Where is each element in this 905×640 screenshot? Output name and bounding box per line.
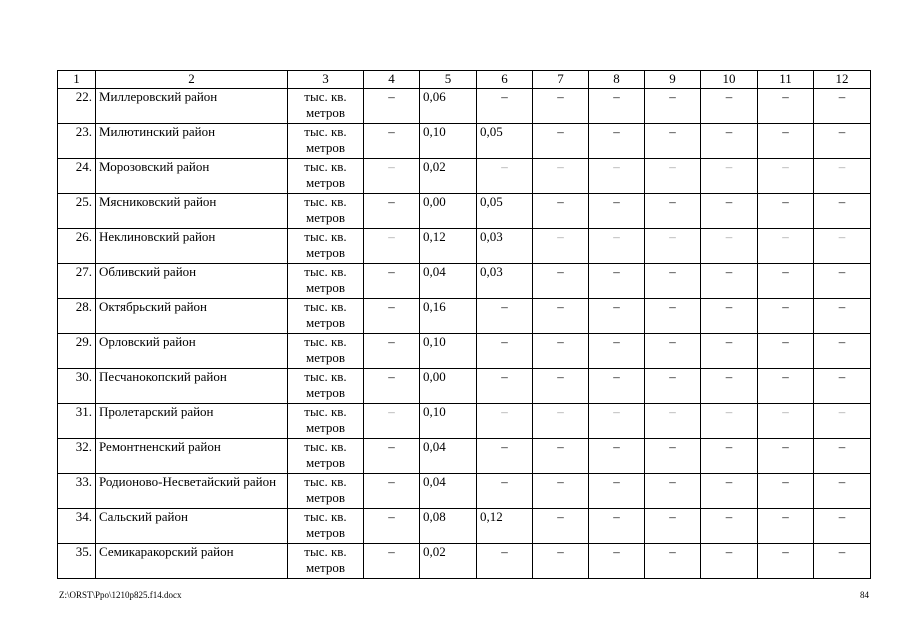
- value-cell-10: –: [701, 439, 758, 474]
- unit-cell: тыс. кв. метров: [288, 334, 364, 369]
- value-cell-6: 0,12: [477, 509, 533, 544]
- value-cell-7: –: [533, 89, 589, 124]
- row-number-cell: 29.: [58, 334, 96, 369]
- value-cell-8: –: [589, 544, 645, 579]
- value-cell-10: –: [701, 334, 758, 369]
- value-cell-12: –: [814, 544, 871, 579]
- value-cell-5: 0,04: [420, 474, 477, 509]
- value-cell-11: –: [758, 334, 814, 369]
- unit-cell: тыс. кв. метров: [288, 474, 364, 509]
- table-row: [58, 334, 871, 369]
- value-cell-6: 0,03: [477, 264, 533, 299]
- value-cell-11: –: [758, 89, 814, 124]
- value-cell-4: –: [364, 334, 420, 369]
- district-name-cell: Октябрьский район: [96, 299, 288, 334]
- value-cell-7: –: [533, 474, 589, 509]
- value-cell-5: 0,10: [420, 334, 477, 369]
- table-row: [58, 439, 871, 474]
- value-cell-4: –: [364, 89, 420, 124]
- header-cell: 2: [96, 71, 288, 89]
- value-cell-4: –: [364, 159, 420, 194]
- value-cell-10: –: [701, 124, 758, 159]
- value-cell-8: –: [589, 229, 645, 264]
- unit-cell: тыс. кв. метров: [288, 89, 364, 124]
- value-cell-5: 0,08: [420, 509, 477, 544]
- value-cell-6: –: [477, 89, 533, 124]
- value-cell-4: –: [364, 369, 420, 404]
- value-cell-12: –: [814, 159, 871, 194]
- value-cell-5: 0,00: [420, 194, 477, 229]
- table-row: [58, 509, 871, 544]
- value-cell-7: –: [533, 369, 589, 404]
- value-cell-10: –: [701, 229, 758, 264]
- value-cell-9: –: [645, 159, 701, 194]
- row-number-cell: 25.: [58, 194, 96, 229]
- table-row: [58, 299, 871, 334]
- district-name-cell: Родионово-Несветайский район: [96, 474, 288, 509]
- value-cell-7: –: [533, 334, 589, 369]
- value-cell-12: –: [814, 89, 871, 124]
- row-number-cell: 23.: [58, 124, 96, 159]
- value-cell-10: –: [701, 369, 758, 404]
- value-cell-11: –: [758, 474, 814, 509]
- value-cell-8: –: [589, 124, 645, 159]
- value-cell-9: –: [645, 194, 701, 229]
- unit-cell: тыс. кв. метров: [288, 369, 364, 404]
- unit-cell: тыс. кв. метров: [288, 509, 364, 544]
- value-cell-8: –: [589, 264, 645, 299]
- value-cell-5: 0,10: [420, 124, 477, 159]
- value-cell-9: –: [645, 89, 701, 124]
- value-cell-8: –: [589, 159, 645, 194]
- value-cell-11: –: [758, 404, 814, 439]
- unit-cell: тыс. кв. метров: [288, 299, 364, 334]
- value-cell-10: –: [701, 194, 758, 229]
- value-cell-8: –: [589, 369, 645, 404]
- value-cell-4: –: [364, 509, 420, 544]
- row-number-cell: 32.: [58, 439, 96, 474]
- value-cell-6: –: [477, 299, 533, 334]
- value-cell-6: 0,03: [477, 229, 533, 264]
- district-name-cell: Неклиновский район: [96, 229, 288, 264]
- value-cell-12: –: [814, 124, 871, 159]
- district-name-cell: Милютинский район: [96, 124, 288, 159]
- value-cell-7: –: [533, 264, 589, 299]
- value-cell-12: –: [814, 369, 871, 404]
- header-cell: 11: [758, 71, 814, 89]
- value-cell-9: –: [645, 124, 701, 159]
- value-cell-12: –: [814, 509, 871, 544]
- row-number-cell: 34.: [58, 509, 96, 544]
- value-cell-6: –: [477, 369, 533, 404]
- value-cell-8: –: [589, 334, 645, 369]
- row-number-cell: 28.: [58, 299, 96, 334]
- value-cell-7: –: [533, 439, 589, 474]
- value-cell-9: –: [645, 474, 701, 509]
- district-name-cell: Песчанокопский район: [96, 369, 288, 404]
- value-cell-12: –: [814, 299, 871, 334]
- value-cell-5: 0,02: [420, 544, 477, 579]
- value-cell-6: –: [477, 334, 533, 369]
- value-cell-11: –: [758, 369, 814, 404]
- table-row: [58, 544, 871, 579]
- row-number-cell: 33.: [58, 474, 96, 509]
- value-cell-5: 0,02: [420, 159, 477, 194]
- value-cell-8: –: [589, 89, 645, 124]
- value-cell-8: –: [589, 474, 645, 509]
- value-cell-10: –: [701, 299, 758, 334]
- value-cell-10: –: [701, 509, 758, 544]
- value-cell-7: –: [533, 229, 589, 264]
- value-cell-5: 0,12: [420, 229, 477, 264]
- header-cell: 8: [589, 71, 645, 89]
- table-row: [58, 369, 871, 404]
- district-name-cell: Морозовский район: [96, 159, 288, 194]
- value-cell-6: –: [477, 474, 533, 509]
- row-number-cell: 22.: [58, 89, 96, 124]
- header-cell: 1: [58, 71, 96, 89]
- value-cell-10: –: [701, 544, 758, 579]
- header-cell: 5: [420, 71, 477, 89]
- value-cell-11: –: [758, 299, 814, 334]
- value-cell-4: –: [364, 544, 420, 579]
- table-body: [58, 89, 871, 579]
- value-cell-9: –: [645, 229, 701, 264]
- value-cell-12: –: [814, 264, 871, 299]
- value-cell-7: –: [533, 509, 589, 544]
- value-cell-11: –: [758, 229, 814, 264]
- value-cell-8: –: [589, 299, 645, 334]
- value-cell-11: –: [758, 159, 814, 194]
- value-cell-12: –: [814, 474, 871, 509]
- value-cell-7: –: [533, 194, 589, 229]
- value-cell-8: –: [589, 404, 645, 439]
- value-cell-5: 0,06: [420, 89, 477, 124]
- district-name-cell: Орловский район: [96, 334, 288, 369]
- value-cell-6: –: [477, 439, 533, 474]
- table-row: [58, 229, 871, 264]
- row-number-cell: 26.: [58, 229, 96, 264]
- district-name-cell: Семикаракорский район: [96, 544, 288, 579]
- value-cell-10: –: [701, 264, 758, 299]
- row-number-cell: 30.: [58, 369, 96, 404]
- value-cell-6: –: [477, 544, 533, 579]
- value-cell-12: –: [814, 194, 871, 229]
- value-cell-10: –: [701, 159, 758, 194]
- table-row: [58, 89, 871, 124]
- header-cell: 3: [288, 71, 364, 89]
- value-cell-7: –: [533, 299, 589, 334]
- value-cell-11: –: [758, 509, 814, 544]
- header-row: [58, 71, 871, 89]
- value-cell-8: –: [589, 439, 645, 474]
- value-cell-6: 0,05: [477, 194, 533, 229]
- unit-cell: тыс. кв. метров: [288, 404, 364, 439]
- value-cell-7: –: [533, 544, 589, 579]
- row-number-cell: 27.: [58, 264, 96, 299]
- value-cell-4: –: [364, 404, 420, 439]
- value-cell-7: –: [533, 159, 589, 194]
- value-cell-9: –: [645, 509, 701, 544]
- value-cell-4: –: [364, 194, 420, 229]
- value-cell-10: –: [701, 89, 758, 124]
- value-cell-12: –: [814, 334, 871, 369]
- district-name-cell: Ремонтненский район: [96, 439, 288, 474]
- footer-file-path: Z:\ORST\Ppo\1210p825.f14.docx: [59, 590, 182, 600]
- header-cell: 7: [533, 71, 589, 89]
- value-cell-4: –: [364, 264, 420, 299]
- district-name-cell: Пролетарский район: [96, 404, 288, 439]
- table-row: [58, 404, 871, 439]
- value-cell-12: –: [814, 439, 871, 474]
- header-cell: 12: [814, 71, 871, 89]
- value-cell-4: –: [364, 124, 420, 159]
- table-row: [58, 264, 871, 299]
- row-number-cell: 24.: [58, 159, 96, 194]
- district-name-cell: Миллеровский район: [96, 89, 288, 124]
- unit-cell: тыс. кв. метров: [288, 159, 364, 194]
- table-row: [58, 159, 871, 194]
- value-cell-4: –: [364, 229, 420, 264]
- value-cell-5: 0,00: [420, 369, 477, 404]
- value-cell-7: –: [533, 124, 589, 159]
- value-cell-5: 0,16: [420, 299, 477, 334]
- value-cell-6: –: [477, 159, 533, 194]
- value-cell-9: –: [645, 334, 701, 369]
- value-cell-12: –: [814, 229, 871, 264]
- value-cell-10: –: [701, 404, 758, 439]
- value-cell-9: –: [645, 369, 701, 404]
- district-name-cell: Мясниковский район: [96, 194, 288, 229]
- header-cell: 4: [364, 71, 420, 89]
- value-cell-11: –: [758, 124, 814, 159]
- table-row: [58, 194, 871, 229]
- value-cell-11: –: [758, 439, 814, 474]
- row-number-cell: 31.: [58, 404, 96, 439]
- district-name-cell: Сальский район: [96, 509, 288, 544]
- unit-cell: тыс. кв. метров: [288, 264, 364, 299]
- value-cell-9: –: [645, 404, 701, 439]
- value-cell-9: –: [645, 264, 701, 299]
- value-cell-5: 0,10: [420, 404, 477, 439]
- value-cell-5: 0,04: [420, 439, 477, 474]
- header-cell: 6: [477, 71, 533, 89]
- value-cell-4: –: [364, 299, 420, 334]
- row-number-cell: 35.: [58, 544, 96, 579]
- value-cell-10: –: [701, 474, 758, 509]
- value-cell-9: –: [645, 544, 701, 579]
- unit-cell: тыс. кв. метров: [288, 439, 364, 474]
- unit-cell: тыс. кв. метров: [288, 194, 364, 229]
- district-name-cell: Обливский район: [96, 264, 288, 299]
- value-cell-9: –: [645, 439, 701, 474]
- value-cell-6: 0,05: [477, 124, 533, 159]
- data-table: [57, 70, 871, 579]
- value-cell-8: –: [589, 509, 645, 544]
- value-cell-9: –: [645, 299, 701, 334]
- value-cell-4: –: [364, 474, 420, 509]
- header-cell: 10: [701, 71, 758, 89]
- value-cell-5: 0,04: [420, 264, 477, 299]
- value-cell-11: –: [758, 194, 814, 229]
- unit-cell: тыс. кв. метров: [288, 124, 364, 159]
- value-cell-4: –: [364, 439, 420, 474]
- unit-cell: тыс. кв. метров: [288, 544, 364, 579]
- footer-page-number: 84: [860, 590, 869, 600]
- value-cell-6: –: [477, 404, 533, 439]
- table-row: [58, 124, 871, 159]
- value-cell-8: –: [589, 194, 645, 229]
- value-cell-11: –: [758, 544, 814, 579]
- header-cell: 9: [645, 71, 701, 89]
- value-cell-7: –: [533, 404, 589, 439]
- unit-cell: тыс. кв. метров: [288, 229, 364, 264]
- value-cell-12: –: [814, 404, 871, 439]
- table-row: [58, 474, 871, 509]
- value-cell-11: –: [758, 264, 814, 299]
